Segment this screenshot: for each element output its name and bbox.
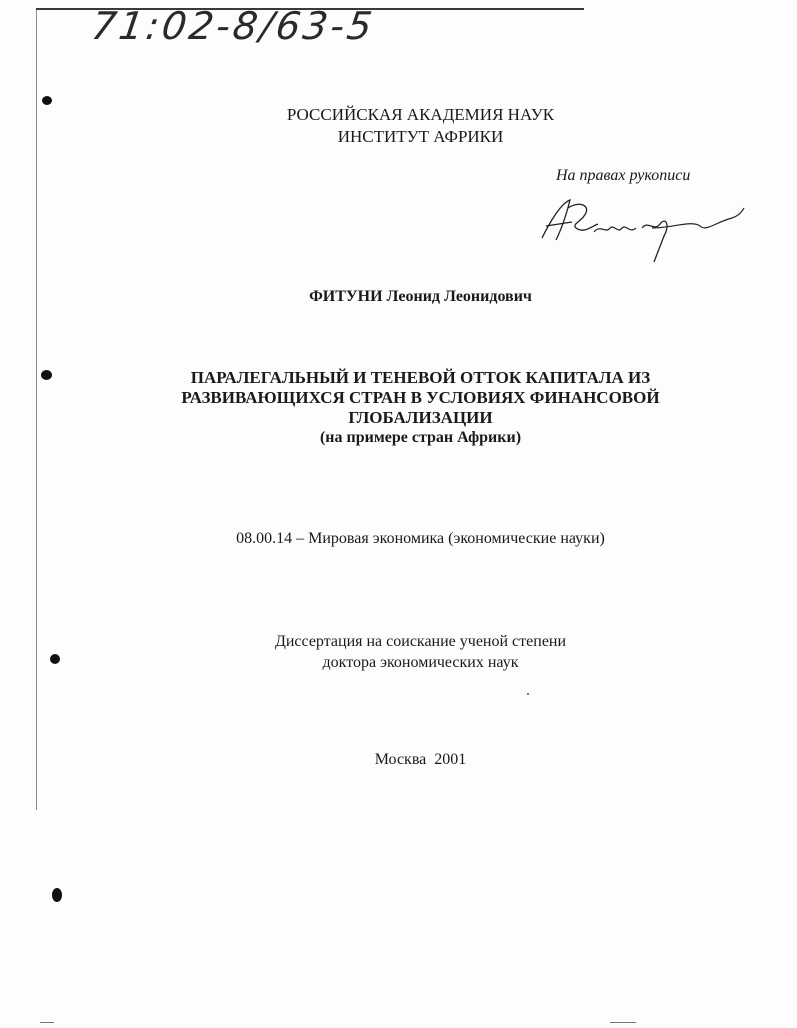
title-line-3: ГЛОБАЛИЗАЦИИ <box>348 408 493 427</box>
academy-name: РОССИЙСКАЯ АКАДЕМИЯ НАУК <box>286 105 555 124</box>
city-year: Москва 2001 <box>374 751 467 768</box>
manuscript-note: На правах рукописи <box>556 167 691 184</box>
academy-header <box>22 104 797 148</box>
title-line-1: ПАРАЛЕГАЛЬНЫЙ И ТЕНЕВОЙ ОТТОК КАПИТАЛА ИЗ <box>190 368 651 387</box>
punch-hole <box>52 888 62 902</box>
scan-speck <box>40 1022 54 1023</box>
author-signature <box>532 198 747 264</box>
title-line-2: РАЗВИВАЮЩИХСЯ СТРАН В УСЛОВИЯХ ФИНАНСОВОЙ <box>181 388 660 407</box>
degree-line-2: доктора экономических наук <box>322 654 519 671</box>
institute-name: ИНСТИТУТ АФРИКИ <box>337 127 504 146</box>
degree-line-1: Диссертация на соискание ученой степени <box>274 633 567 650</box>
dissertation-title <box>22 368 797 448</box>
scan-speck <box>610 1022 636 1023</box>
author-name: ФИТУНИ Леонид Леонидович <box>309 288 532 305</box>
degree-statement <box>22 631 797 673</box>
archive-code: 71:02-8/63-5 <box>88 4 378 48</box>
title-subtitle: (на примере стран Африки) <box>319 429 522 446</box>
scan-speck <box>527 693 529 695</box>
specialty-code: 08.00.14 – Мировая экономика (экономические науки) <box>236 530 605 547</box>
